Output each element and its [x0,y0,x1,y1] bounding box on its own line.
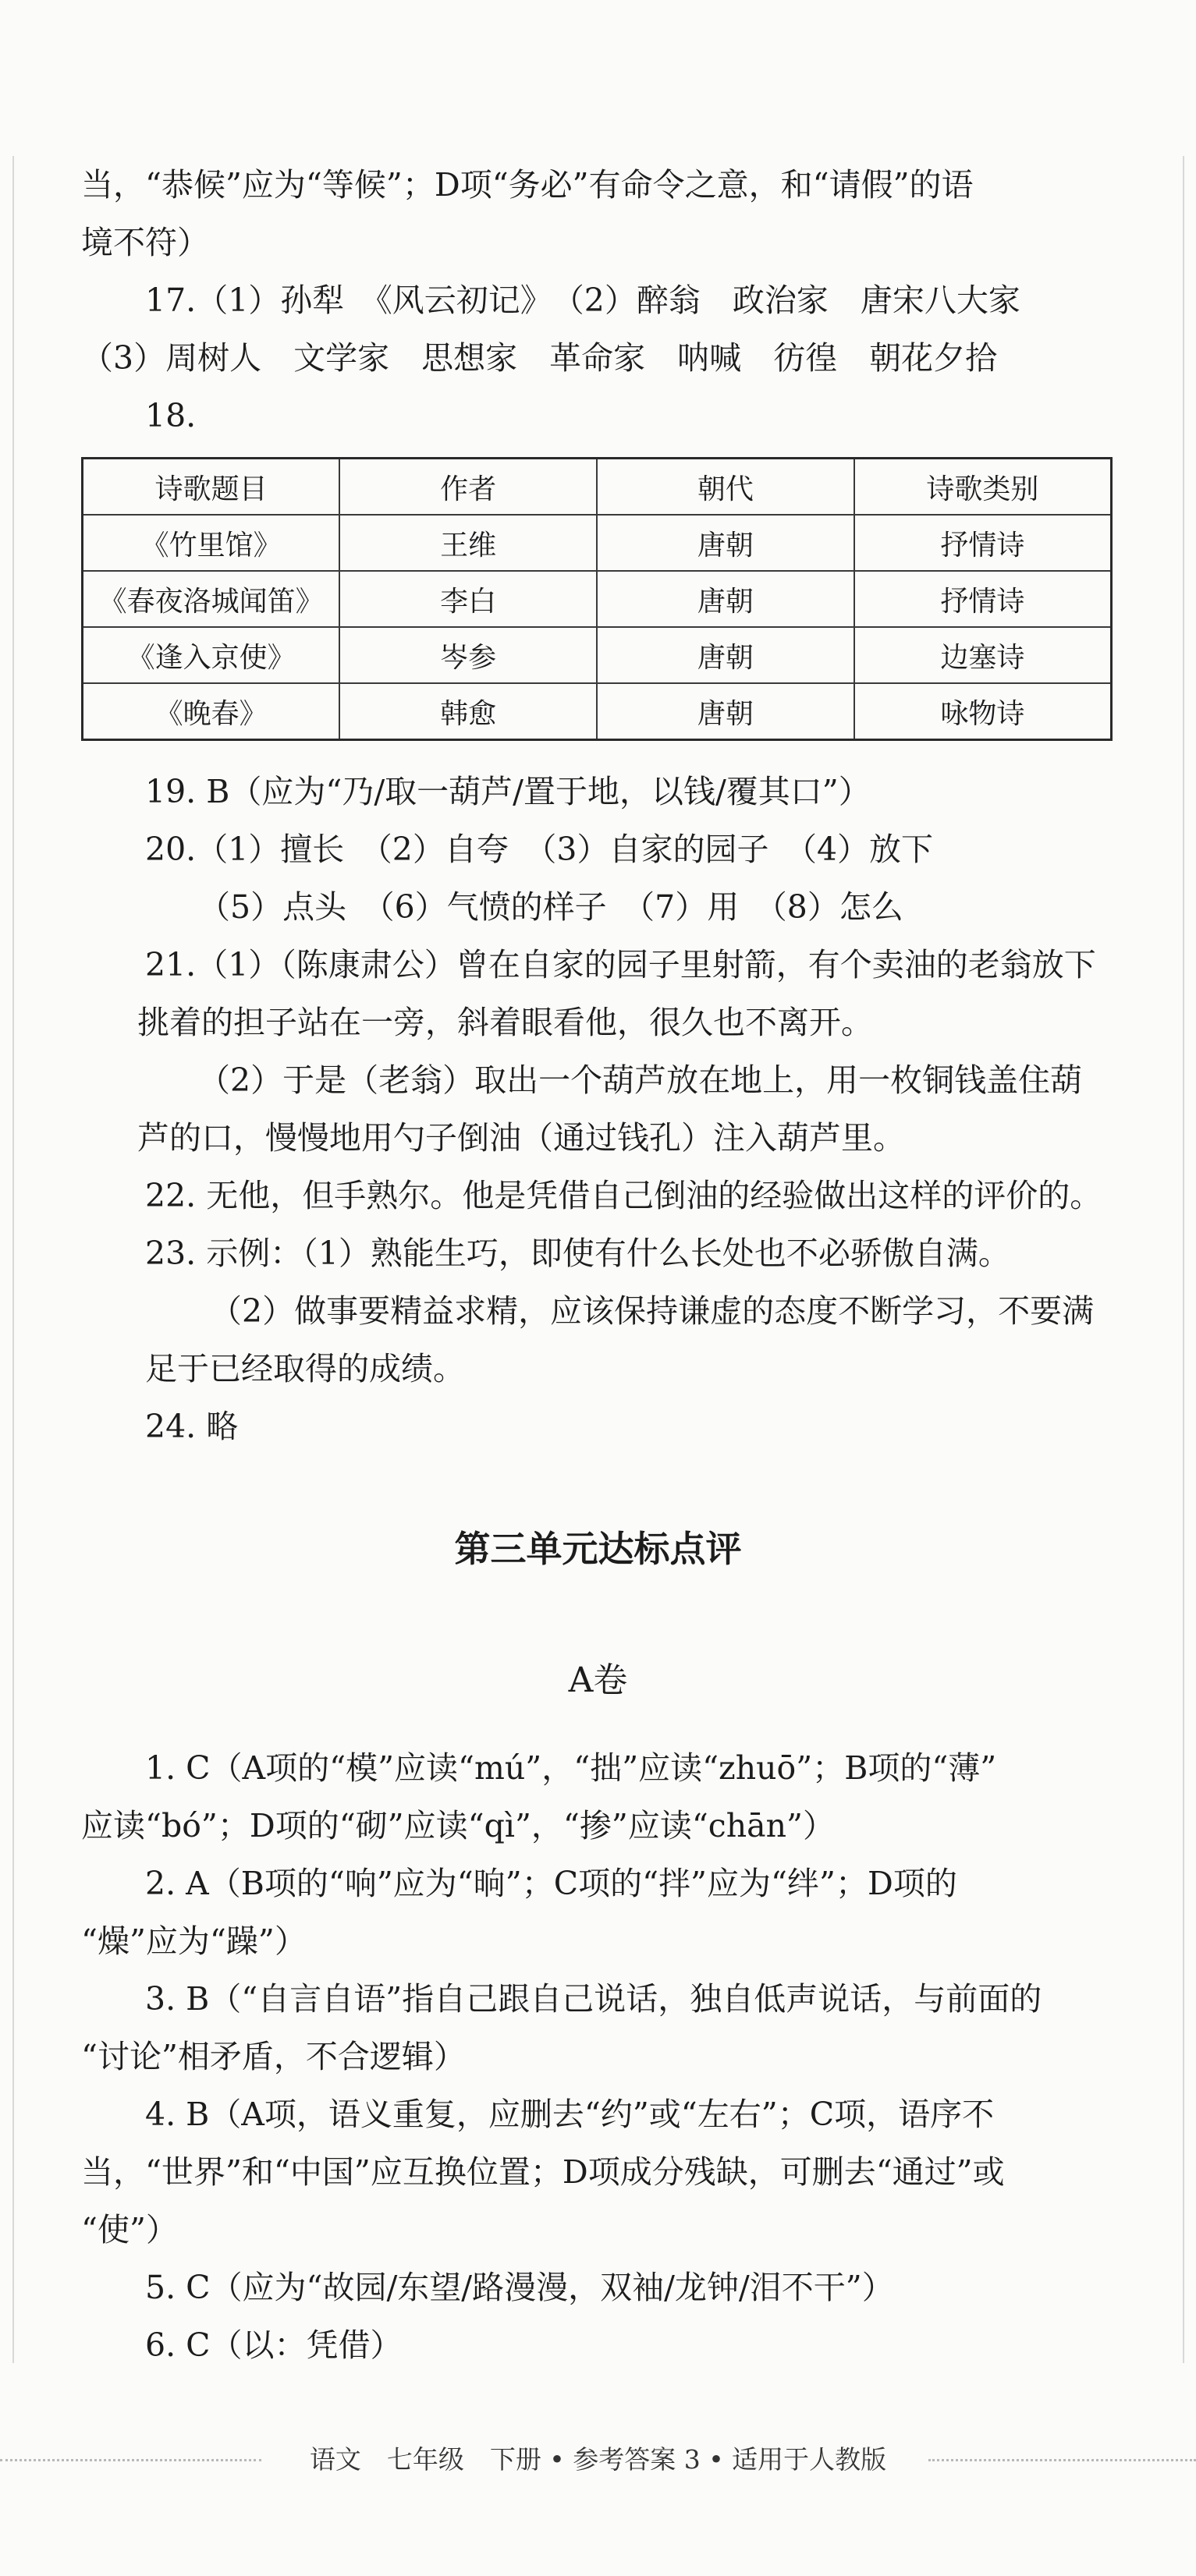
answer-21-line-1: 21.（1）（陈康肃公）曾在自家的园子里射箭，有个卖油的老翁放下 [145,946,1096,983]
table-cell: 唐朝 [597,571,854,627]
answer-4-line-3: “使”） [81,2211,178,2248]
table-cell: 唐朝 [597,683,854,740]
answer-17-line-2: （3）周树人 文学家 思想家 革命家 呐喊 彷徨 朝花夕拾 [81,339,998,377]
answer-2-line-1: 2. A（B项的“响”应为“晌”；C项的“拌”应为“绊”；D项的 [145,1865,957,1902]
answers-mid-block [81,763,1119,1455]
answer-18-label: 18. [145,397,197,434]
answer-2-line-2: “燥”应为“躁”） [81,1922,307,1960]
answer-23-line-2: （2）做事要精益求精，应该保持谦虚的态度不断学习，不要满 [210,1292,1095,1330]
table-header: 朝代 [597,459,854,516]
table-cell: 《逢入京使》 [83,627,340,683]
answer-19: 19. B（应为“乃/取一葫芦/置于地，以钱/覆其口”） [145,773,871,810]
table-cell: 唐朝 [597,515,854,571]
table-cell: 岑参 [339,627,597,683]
answer-4-line-2: 当，“世界”和“中国”应互换位置；D项成分残缺，可删去“通过”或 [81,2153,1005,2191]
table-cell: 咏物诗 [854,683,1112,740]
table-cell: 《晚春》 [83,683,340,740]
left-margin-line [12,156,14,2363]
section-subtitle: A卷 [568,1660,628,1700]
poem-table [81,457,1113,741]
table-cell: 《春夜洛城闻笛》 [83,571,340,627]
table-cell: 边塞诗 [854,627,1112,683]
answer-20-line-2: （5）点头 （6）气愤的样子 （7）用 （8）怎么 [198,888,903,926]
answer-1-line-1: 1. C（A项的“模”应读“mú”，“拙”应读“zhuō”；B项的“薄” [145,1749,997,1787]
answer-22: 22. 无他，但手熟尔。他是凭借自己倒油的经验做出这样的评价的。 [145,1177,1102,1214]
right-margin-line [1183,156,1184,2363]
page-footer: 语文 七年级 下册 • 参考答案 3 • 适用于人教版 [309,2444,887,2475]
table-row [83,627,1112,683]
answer-21-line-2: 挑着的担子站在一旁，斜着眼看他，很久也不离开。 [137,1004,873,1041]
answer-5: 5. C（应为“故园/东望/路漫漫，双袖/龙钟/泪不干”） [145,2269,894,2306]
answer-23-line-1: 23. 示例：（1）熟能生巧，即使有什么长处也不必骄傲自满。 [145,1235,1010,1272]
answer-6: 6. C（以：凭借） [145,2326,403,2364]
answer-line: 当，“恭候”应为“等候”；D项“务必”有命令之意，和“请假”的语 [81,166,974,204]
answer-4-line-1: 4. B（A项，语义重复，应删去“约”或“左右”；C项，语序不 [145,2096,995,2133]
table-header: 诗歌类别 [854,459,1112,516]
table-cell: 《竹里馆》 [83,515,340,571]
table-cell: 李白 [339,571,597,627]
table-cell: 唐朝 [597,627,854,683]
table-row [83,515,1112,571]
answer-24: 24. 略 [145,1408,239,1445]
section-title: 第三单元达标点评 [454,1528,742,1570]
answer-1-line-2: 应读“bó”；D项的“砌”应读“qì”，“掺”应读“chān”） [81,1807,835,1844]
table-row [83,683,1112,740]
table-row [83,571,1112,627]
table-header: 作者 [339,459,597,516]
answer-23-line-3: 足于已经取得的成绩。 [145,1350,465,1387]
table-cell: 抒情诗 [854,515,1112,571]
answer-21-line-3: （2）于是（老翁）取出一个葫芦放在地上，用一枚铜钱盖住葫 [198,1061,1083,1099]
answer-17-line-1: 17.（1）孙犁 《风云初记》 （2）醉翁 政治家 唐宋八大家 [145,282,1020,319]
answer-3-line-2: “讨论”相矛盾，不合逻辑） [81,2038,466,2075]
answer-line: 境不符） [81,224,209,261]
table-header: 诗歌题目 [83,459,340,516]
table-cell: 王维 [339,515,597,571]
answer-21-line-4: 芦的口，慢慢地用勺子倒油（通过钱孔）注入葫芦里。 [137,1119,905,1157]
table-cell: 韩愈 [339,683,597,740]
answer-20-line-1: 20.（1）擅长 （2）自夸 （3）自家的园子 （4）放下 [145,831,934,868]
table-cell: 抒情诗 [854,571,1112,627]
table-header-row [83,459,1112,516]
answers-top-block [81,156,1119,445]
answer-3-line-1: 3. B（“自言自语”指自己跟自己说话，独自低声说话，与前面的 [145,1980,1042,2018]
answers-bottom-block [81,1739,1119,2374]
